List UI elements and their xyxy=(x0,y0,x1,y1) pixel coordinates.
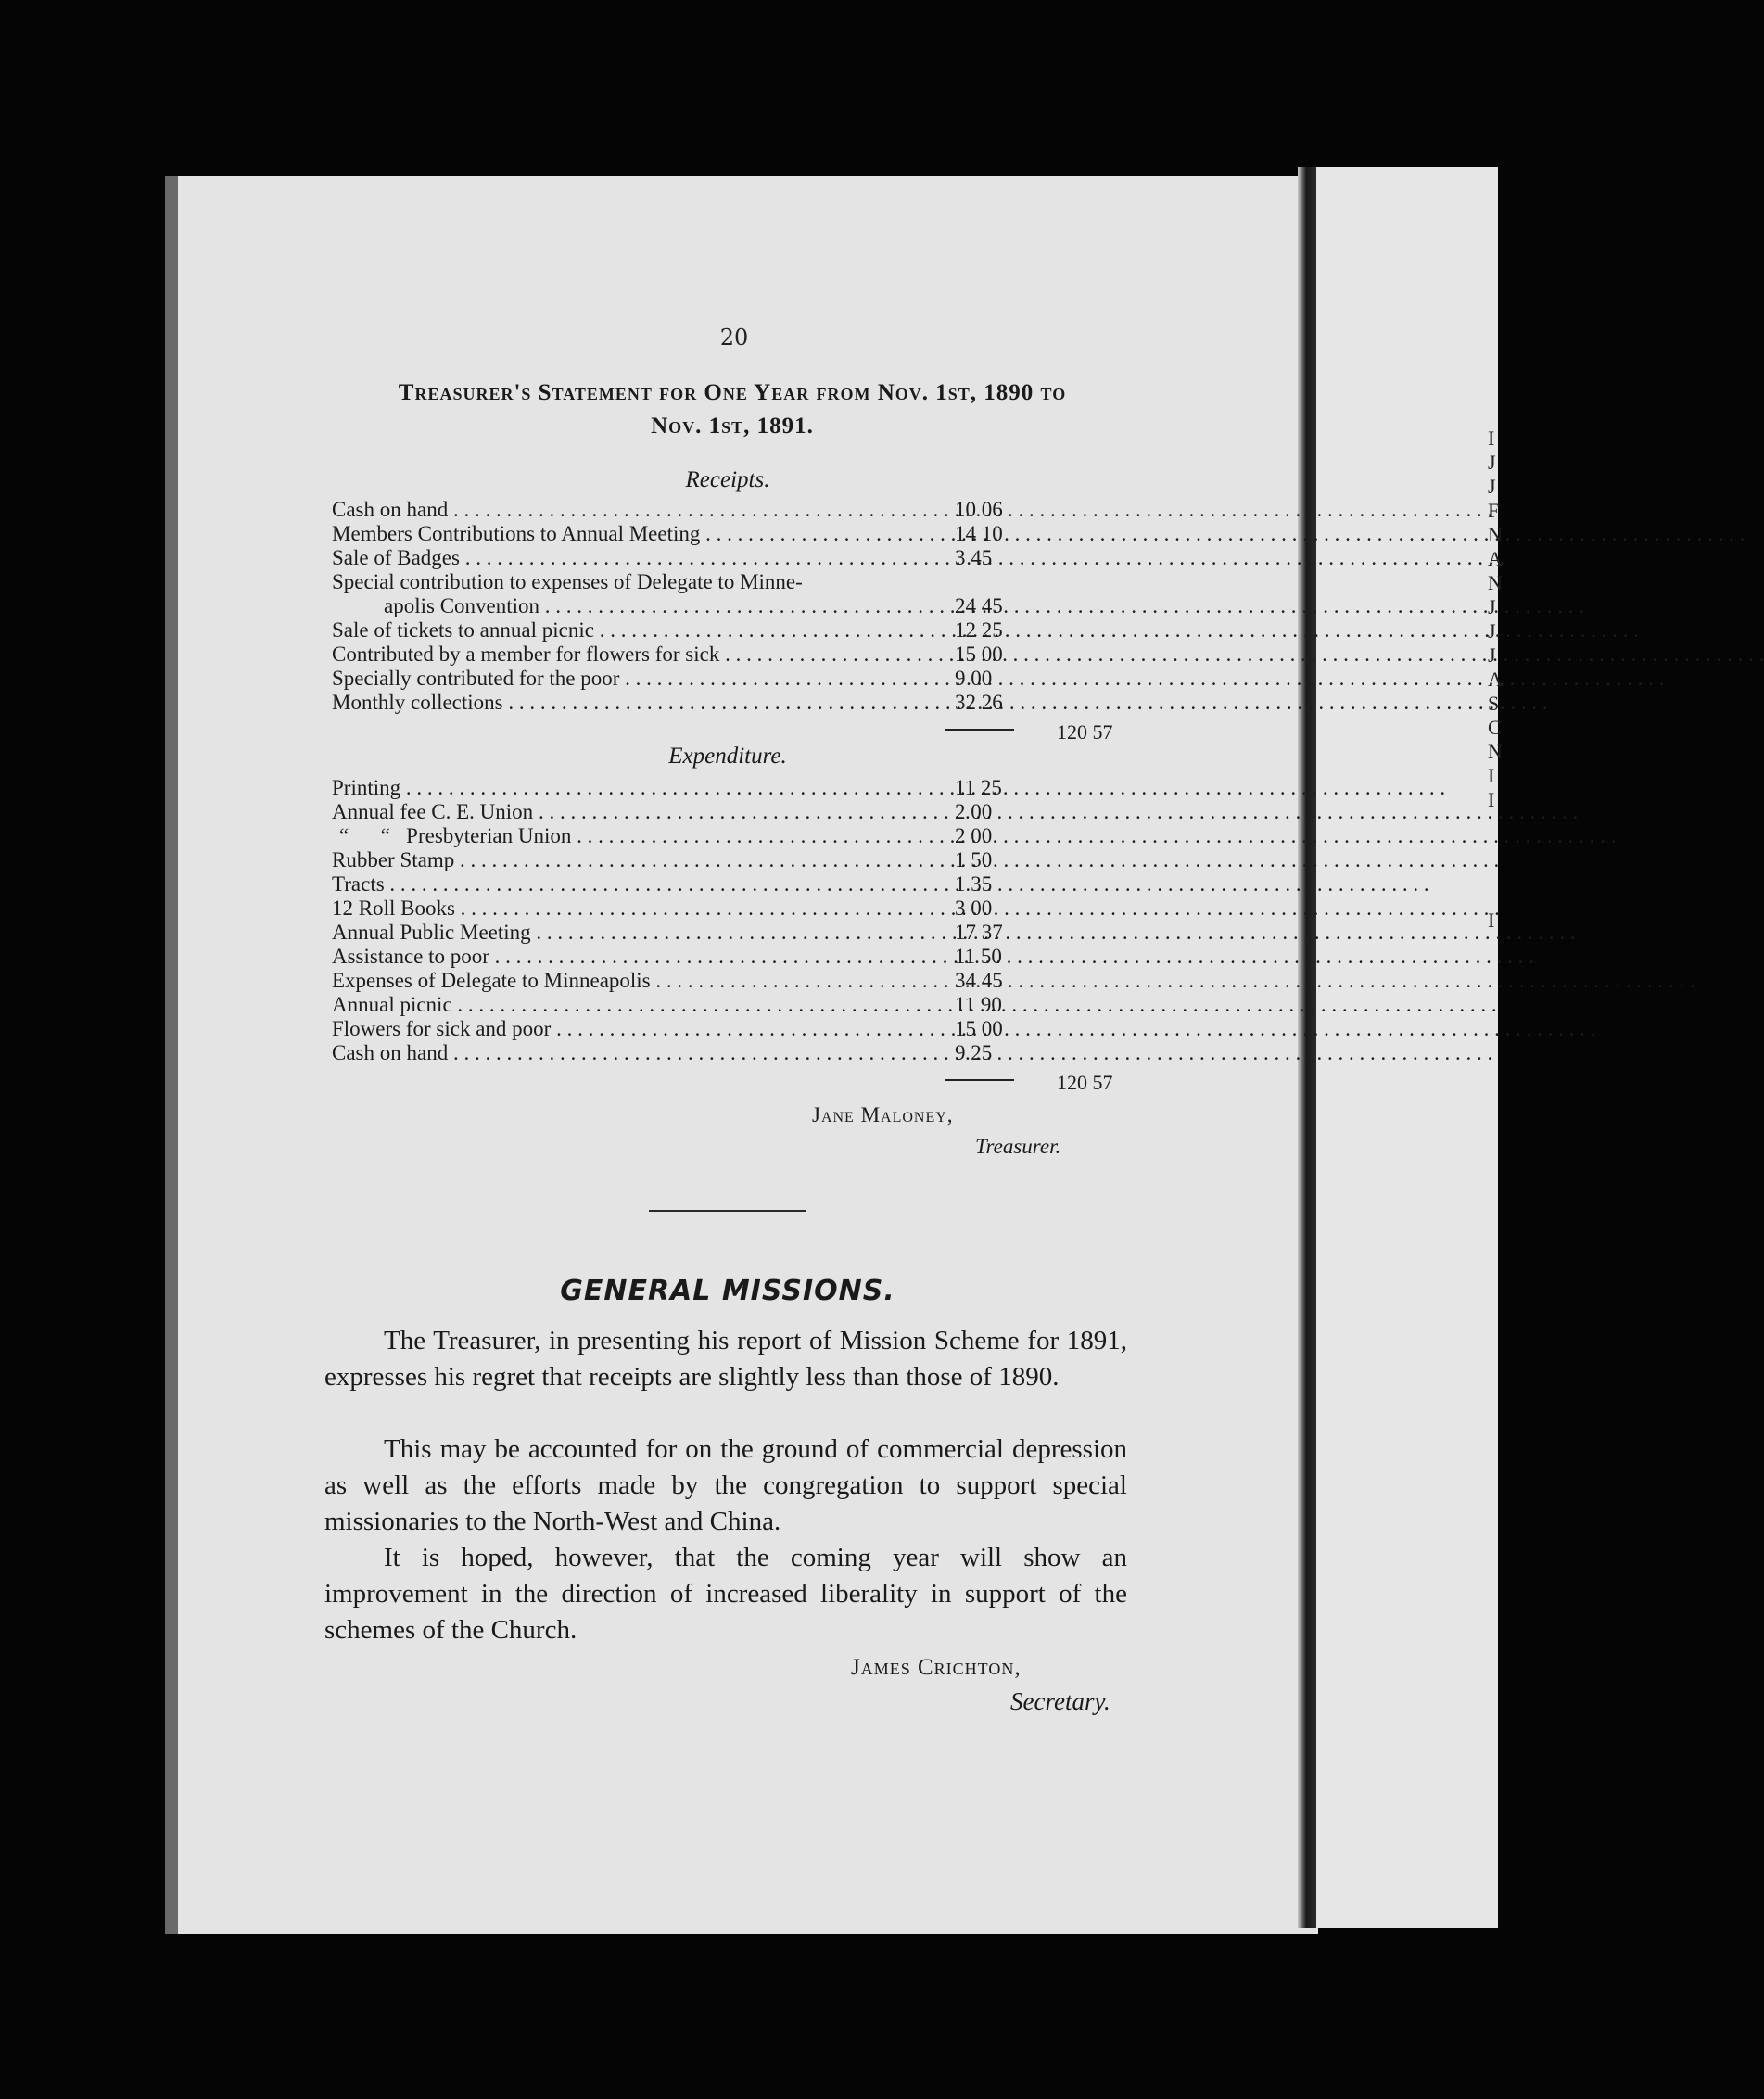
facing-page-letter: I xyxy=(1488,426,1495,450)
ledger-label: Printing . . . xyxy=(332,776,897,800)
ledger-label: Flowers for sick and poor . . . xyxy=(332,1017,897,1041)
ledger-row xyxy=(332,691,1036,715)
ledger-amount: 9 25 xyxy=(955,1041,993,1064)
facing-page-letter: S xyxy=(1488,692,1500,715)
ledger-row xyxy=(332,872,1036,897)
ledger-amount: 11 50 xyxy=(955,945,1002,968)
ledger-row xyxy=(332,594,1036,618)
expenditure-total: 120 57 xyxy=(1057,1071,1113,1094)
receipts-ledger xyxy=(332,498,1036,715)
page-number: 20 xyxy=(719,324,749,350)
ledger-amount: 2 00 xyxy=(955,824,993,847)
facing-page-letter: I xyxy=(1488,764,1495,787)
ledger-row xyxy=(332,546,1036,570)
ledger-row xyxy=(332,1017,1036,1041)
ledger-row xyxy=(332,570,1036,594)
ledger-amount: 11 90 xyxy=(955,993,1002,1016)
ledger-amount: 17 37 xyxy=(955,921,1003,944)
ledger-amount: 12 25 xyxy=(955,618,1003,642)
section-divider xyxy=(649,1210,806,1212)
facing-page-letter: A xyxy=(1488,547,1503,570)
facing-page-letter: N xyxy=(1488,523,1503,546)
missions-paragraph: The Treasurer, in presenting his report of Mission Scheme for 1891, expresses his regret that receipts are slightly less than those of 1890. xyxy=(324,1326,1127,1392)
ledger-row xyxy=(332,921,1036,945)
missions-paragraph: It is hoped, however, that the coming year will show an improvement in the direction of increased liberality in support of the schemes of the Church. xyxy=(324,1543,1127,1645)
ledger-row xyxy=(332,667,1036,691)
ledger-label: Sale of tickets to annual picnic . . . xyxy=(332,618,897,642)
ledger-label: Annual fee C. E. Union . . . xyxy=(332,800,897,824)
ledger-label: Contributed by a member for flowers for sick . . . xyxy=(332,642,897,667)
facing-page-letter: J xyxy=(1488,643,1496,667)
ledger-row xyxy=(332,824,1036,848)
statement-heading-line-2: Nov. 1st, 1891. xyxy=(651,413,814,439)
ledger-amount: 1 35 xyxy=(955,872,993,896)
facing-page-letter: J xyxy=(1488,619,1496,642)
missions-paragraph: This may be accounted for on the ground of commercial depression as well as the efforts made by the congregation to support special missionaries to the North-West and China. xyxy=(324,1434,1127,1536)
ledger-label: Annual picnic . . . xyxy=(332,993,897,1017)
ledger-label: Cash on hand . . . xyxy=(332,1041,897,1065)
ledger-label: “ “ Presbyterian Union . . . xyxy=(339,824,897,848)
ledger-row xyxy=(332,800,1036,824)
ledger-amount: 11 25 xyxy=(955,776,1002,799)
ledger-row xyxy=(332,522,1036,546)
receipts-total: 120 57 xyxy=(1057,720,1113,744)
general-missions-title: GENERAL MISSIONS. xyxy=(560,1275,895,1307)
ledger-label: Special contribution to expenses of Delegate to Minne- xyxy=(332,570,803,593)
ledger-label: Tracts . . . xyxy=(332,872,897,897)
expenditure-sum-rule xyxy=(945,1079,1014,1081)
facing-page-letter: F xyxy=(1488,499,1500,522)
ledger-amount: 34 45 xyxy=(955,969,1003,992)
secretary-role: Secretary. xyxy=(1010,1687,1110,1715)
ledger-label: Expenses of Delegate to Minneapolis . . . xyxy=(332,969,897,993)
ledger-label: Members Contributions to Annual Meeting . . . xyxy=(332,522,897,546)
ledger-amount: 15 00 xyxy=(955,642,1003,666)
ledger-amount: 32 26 xyxy=(955,691,1003,714)
ledger-row xyxy=(332,945,1036,969)
ledger-amount: 15 00 xyxy=(955,1017,1003,1040)
ledger-row xyxy=(332,969,1036,993)
ledger-label: Monthly collections . . . xyxy=(332,691,897,715)
facing-page-letter: J xyxy=(1488,475,1496,498)
treasurer-role: Treasurer. xyxy=(975,1135,1061,1158)
ledger-amount: 10 06 xyxy=(955,498,1003,521)
expenditure-title: Expenditure. xyxy=(668,744,787,769)
ledger-row xyxy=(332,776,1036,800)
secretary-name: James Crichton, xyxy=(851,1655,1022,1680)
facing-page-letter: I xyxy=(1488,909,1495,932)
ledger-row xyxy=(332,848,1036,872)
facing-page-letter: J xyxy=(1488,451,1496,474)
ledger-row xyxy=(332,1041,1036,1065)
ledger-amount: 3 00 xyxy=(955,897,993,920)
ledger-row xyxy=(332,498,1036,522)
receipts-title: Receipts. xyxy=(685,467,770,492)
ledger-label: Assistance to poor . . . xyxy=(332,945,897,969)
facing-page-letter: N xyxy=(1488,740,1503,763)
ledger-amount: 2 00 xyxy=(955,800,993,823)
ledger-amount: 9 00 xyxy=(955,667,993,690)
ledger-row xyxy=(332,993,1036,1017)
receipts-sum-rule xyxy=(945,729,1014,731)
facing-page-letter: A xyxy=(1488,668,1503,691)
ledger-label: apolis Convention . . . xyxy=(384,594,897,618)
ledger-label: Sale of Badges . . . xyxy=(332,546,897,570)
ledger-row xyxy=(332,618,1036,642)
ledger-label: Rubber Stamp . . . xyxy=(332,848,897,872)
facing-page-letter: N xyxy=(1488,571,1503,594)
ledger-amount: 1 50 xyxy=(955,848,993,871)
facing-page-letter: C xyxy=(1488,716,1502,739)
statement-heading-line-1: Treasurer's Statement for One Year from Nov. 1st, 1890 to xyxy=(398,380,1067,405)
facing-page-letter: I xyxy=(1488,788,1495,811)
ledger-label: 12 Roll Books . . . xyxy=(332,897,897,921)
ledger-amount: 14 10 xyxy=(955,522,1003,545)
ledger-label: Cash on hand . . . xyxy=(332,498,897,522)
ledger-label: Specially contributed for the poor . . . xyxy=(332,667,897,691)
expenditure-ledger xyxy=(332,776,1036,1065)
ledger-row xyxy=(332,642,1036,667)
ledger-row xyxy=(332,897,1036,921)
ledger-amount: 3 45 xyxy=(955,546,993,569)
treasurer-name: Jane Maloney, xyxy=(812,1103,954,1126)
facing-page-letter: J xyxy=(1488,595,1496,618)
ledger-amount: 24 45 xyxy=(955,594,1003,617)
ledger-label: Annual Public Meeting . . . xyxy=(332,921,897,945)
